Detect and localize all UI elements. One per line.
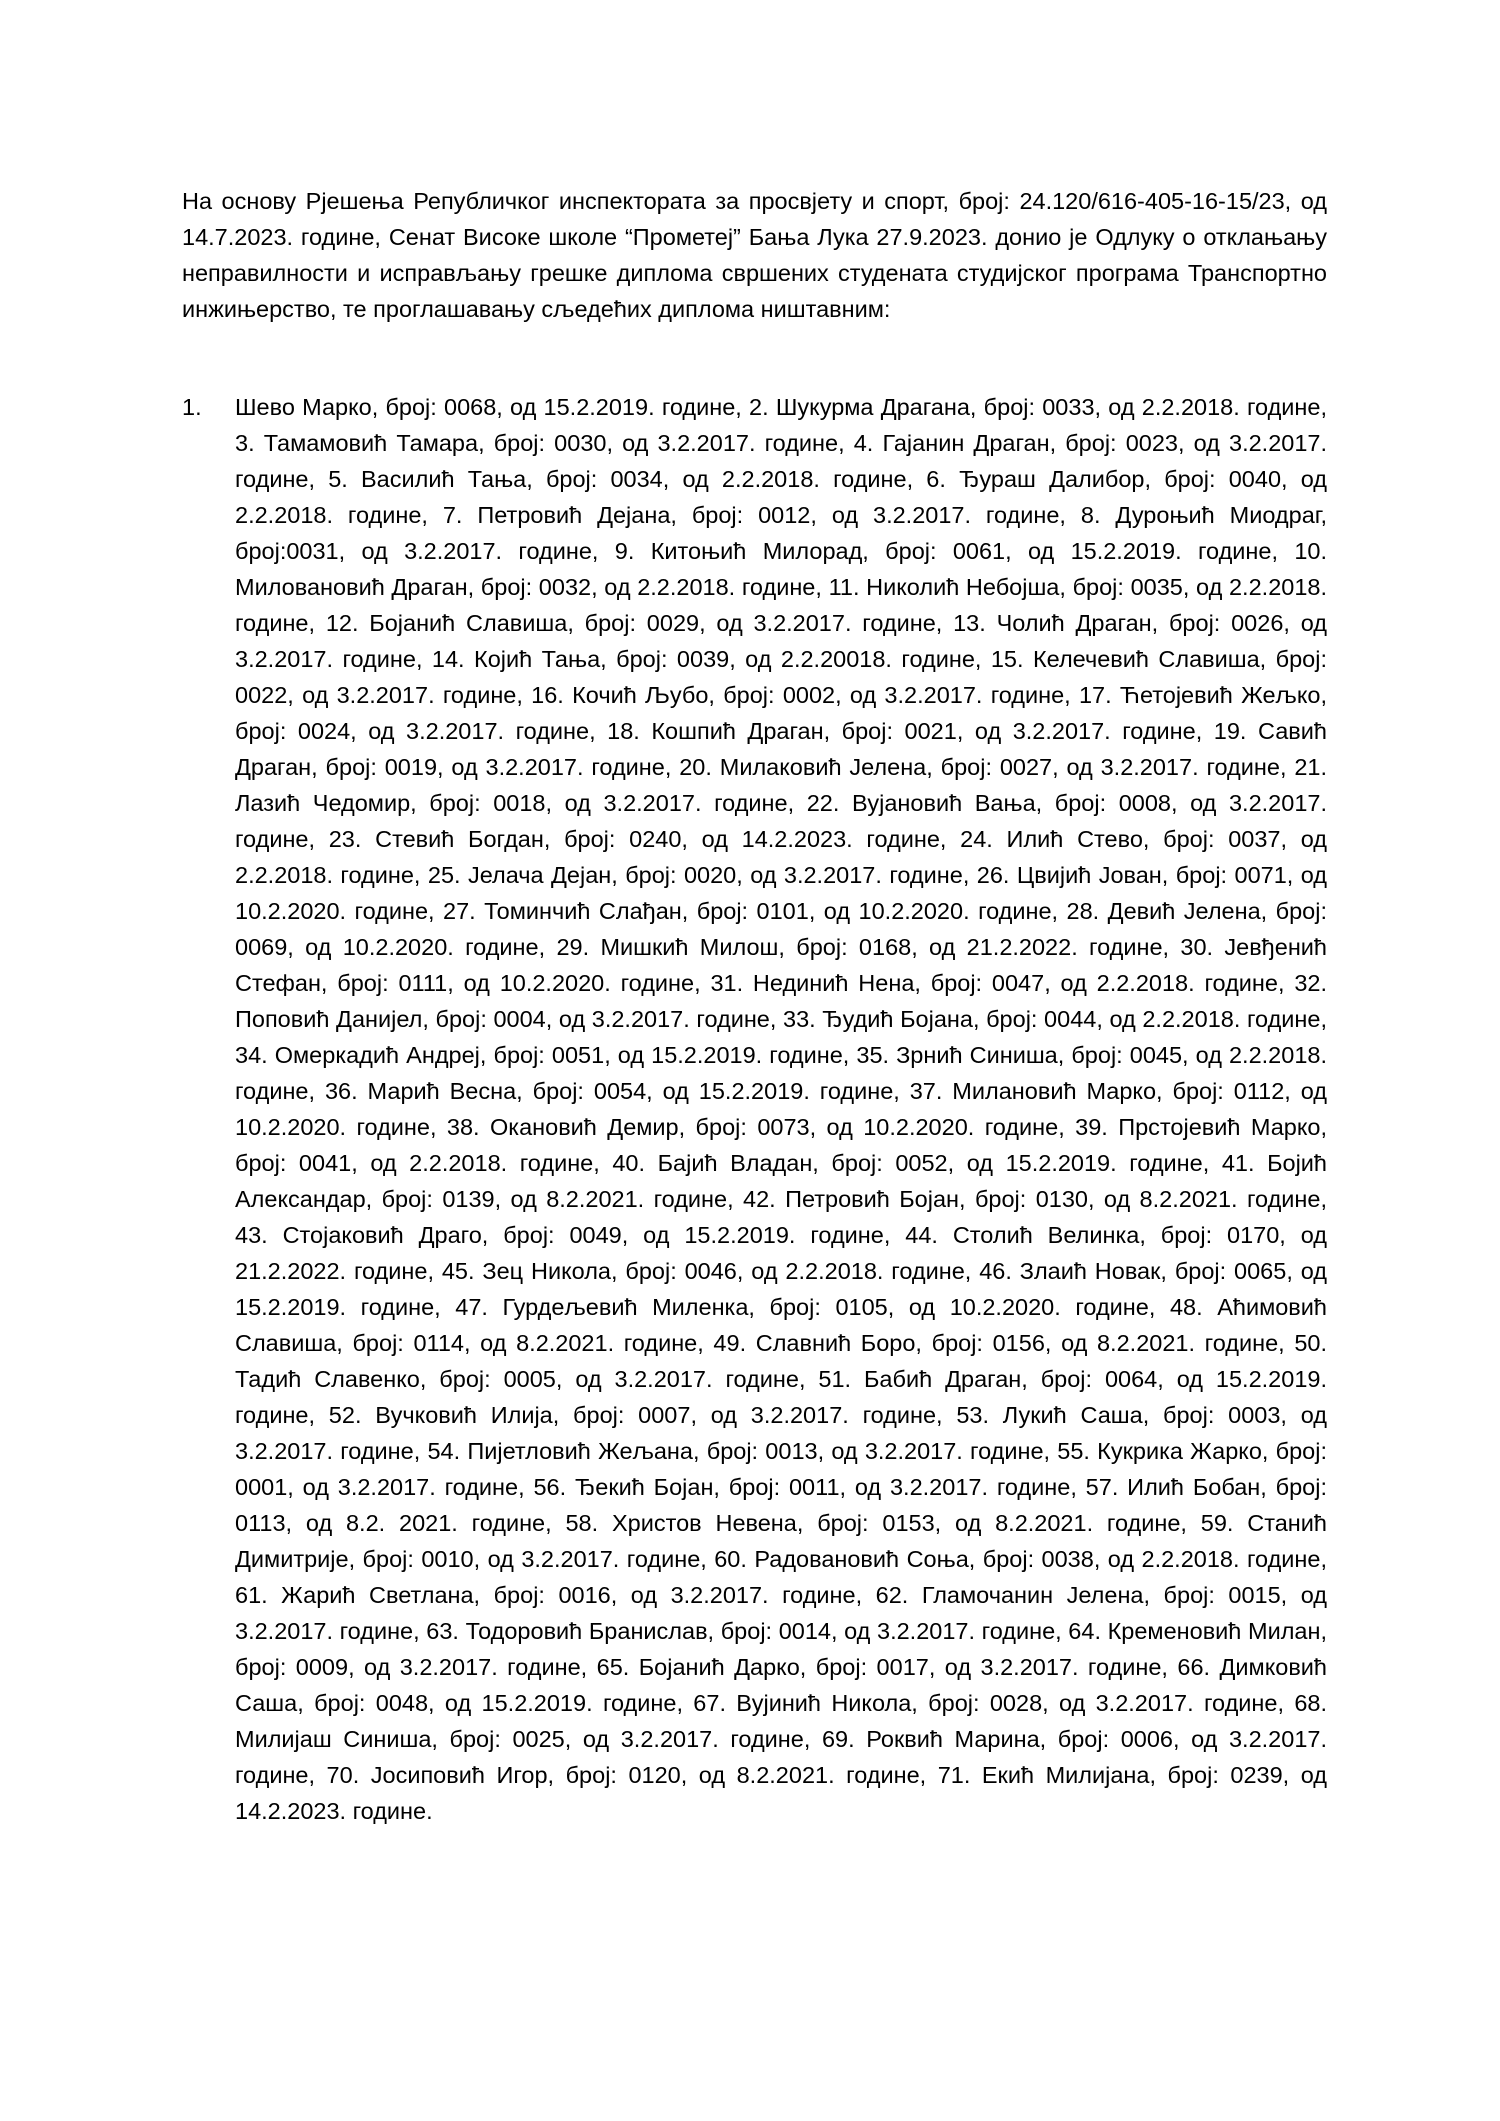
list-item [182,389,1327,1829]
diploma-list [182,389,1327,1829]
list-marker: 1. [182,394,202,420]
intro-paragraph: На основу Рјешења Републичког инспектората за просвјету и спорт, број: 24.120/616-405-16-15/23, од 14.7.2023. године, Сенат Високе школе “Прометеј” Бања Лука 27.9.2023. донио је Одлуку о отклањању неправилности и исправљању грешке диплома свршених студената студијског програма Транспортно инжињерство, те проглашавању сљедећих диплома ништавним: [182,188,1327,322]
list-item-text: Шево Марко, број: 0068, од 15.2.2019. године, 2. Шукурма Драгана, број: 0033, од 2.2.2018. године, 3. Тамамовић Тамара, број: 0030, од 3.2.2017. године, 4. Гајанин Драган, број: 0023, од 3.2.2017. године, 5. Василић Тања, број: 0034, од 2.2.2018. године, 6. Ђураш Далибор, број: 0040, од 2.2.2018. године, 7. Петровић Дејана, број: 0012, од 3.2.2017. године, 8. Дуроњић Миодраг, број:0031, од 3.2.2017. године, 9. Китоњић Милорад, број: 0061, од 15.2.2019. године, 10. Миловановић Драган, број: 0032, од 2.2.2018. године, 11. Николић Небојша, број: 0035, од 2.2.2018. године, 12. Бојанић Славиша, број: 0029, од 3.2.2017. године, 13. Чолић Драган, број: 0026, од 3.2.2017. године, 14. Којић Тања, број: 0039, од 2.2.20018. године, 15. Келечевић Славиша, број: 0022, од 3.2.2017. године, 16. Кочић Љубо, број: 0002, од 3.2.2017. године, 17. Ћетојевић Жељко, број: 0024, од 3.2.2017. године, 18. Кошпић Драган, број: 0021, од 3.2.2017. године, 19. Савић Драган, број: 0019, од 3.2.2017. године, 20. Милаковић Јелена, број: 0027, од 3.2.2017. године, 21. Лазић Чедомир, број: 0018, од 3.2.2017. године, 22. Вујановић Вања, број: 0008, од 3.2.2017. године, 23. Стевић Богдан, број: 0240, од 14.2.2023. године, 24. Илић Стево, број: 0037, од 2.2.2018. године, 25. Јелача Дејан, број: 0020, од 3.2.2017. године, 26. Цвијић Јован, број: 0071, од 10.2.2020. године, 27. Томинчић Слађан, број: 0101, од 10.2.2020. године, 28. Девић Јелена, број: 0069, од 10.2.2020. године, 29. Мишкић Милош, број: 0168, од 21.2.2022. године, 30. Јевђенић Стефан, број: 0111, од 10.2.2020. године, 31. Нединић Нена, број: 0047, од 2.2.2018. године, 32. Поповић Данијел, број: 0004, од 3.2.2017. године, 33. Ђудић Бојана, број: 0044, од 2.2.2018. године, 34. Омеркадић Андреј, број: 0051, од 15.2.2019. године, 35. Зрнић Синиша, број: 0045, од 2.2.2018. године, 36. Марић Весна, број: 0054, од 15.2.2019. године, 37. Милановић Марко, број: 0112, од 10.2.2020. године, 38. Окановић Демир, број: 0073, од 10.2.2020. године, 39. Прстојевић Марко, број: 0041, од 2.2.2018. године, 40. Бајић Владан, број: 0052, од 15.2.2019. године, 41. Бојић Александар, број: 0139, од 8.2.2021. године, 42. Петровић Бојан, број: 0130, од 8.2.2021. године, 43. Стојаковић Драго, број: 0049, од 15.2.2019. године, 44. Столић Велинка, број: 0170, од 21.2.2022. године, 45. Зец Никола, број: 0046, од 2.2.2018. године, 46. Злаић Новак, број: 0065, од 15.2.2019. године, 47. Гурдељевић Миленка, број: 0105, од 10.2.2020. године, 48. Аћимовић Славиша, број: 0114, од 8.2.2021. године, 49. Славнић Боро, број: 0156, од 8.2.2021. године, 50. Тадић Славенко, број: 0005, од 3.2.2017. године, 51. Бабић Драган, број: 0064, од 15.2.2019. године, 52. Вучковић Илија, број: 0007, од 3.2.2017. године, 53. Лукић Саша, број: 0003, од 3.2.2017. године, 54. Пијетловић Жељана, број: 0013, од 3.2.2017. године, 55. Кукрика Жарко, број: 0001, од 3.2.2017. године, 56. Ђекић Бојан, број: 0011, од 3.2.2017. године, 57. Илић Бобан, број: 0113, од 8.2. 2021. године, 58. Христов Невена, број: 0153, од 8.2.2021. године, 59. Станић Димитрије, број: 0010, од 3.2.2017. године, 60. Радовановић Соња, број: 0038, од 2.2.2018. године, 61. Жарић Светлана, број: 0016, од 3.2.2017. године, 62. Гламочанин Јелена, број: 0015, од 3.2.2017. године, 63. Тодоровић Бранислав, број: 0014, од 3.2.2017. године, 64. Кременовић Милан, број: 0009, од 3.2.2017. године, 65. Бојанић Дарко, број: 0017, од 3.2.2017. године, 66. Димковић Саша, број: 0048, од 15.2.2019. године, 67. Вујинић Никола, број: 0028, од 3.2.2017. године, 68. Милијаш Синиша, број: 0025, од 3.2.2017. године, 69. Роквић Марина, број: 0006, од 3.2.2017. године, 70. Јосиповић Игор, број: 0120, од 8.2.2021. године, 71. Екић Милијана, број: 0239, од 14.2.2023. године. [235,394,1327,1824]
